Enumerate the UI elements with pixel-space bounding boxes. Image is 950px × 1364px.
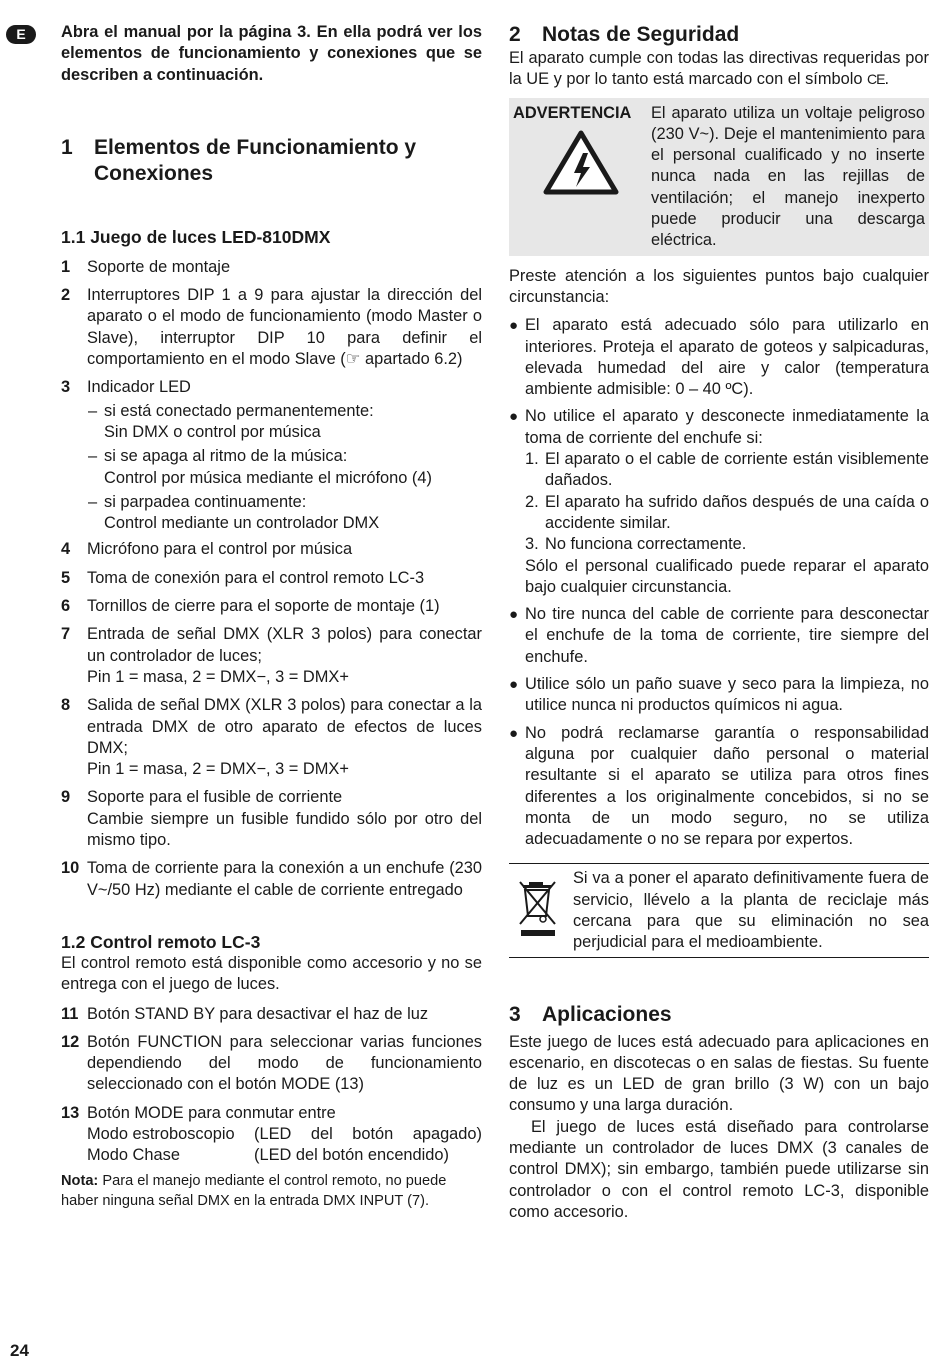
safety-bullet	[509, 604, 929, 668]
bullet-dot: ●	[509, 676, 519, 694]
mode-name: Modo estroboscopio	[87, 1124, 235, 1143]
item-text: Interruptores DIP 1 a 9 para ajustar la dirección del aparato o el modo de funcionamiento (modo Master o Slave), interruptor DIP 10 para definir el comportamiento en el modo Slave (☞ apartado 6.2)	[87, 286, 482, 369]
item-number: 6	[61, 597, 71, 616]
weee-icon-area	[509, 868, 573, 953]
item-number: 4	[61, 540, 71, 559]
note-text: Para el manejo mediante el control remoto, no puede haber ninguna señal DMX en la entrada DMX INPUT (7).	[61, 1172, 447, 1209]
sub-item	[525, 492, 929, 535]
weee-text: Si va a poner el aparato definitivamente fuera de servicio, llévelo a la planta de reciclaje más cercana para que su eliminación no sea perjudicial para el medioambiente.	[573, 869, 929, 952]
led-state	[87, 492, 482, 535]
safety-bullet	[509, 315, 929, 400]
dash-marker: –	[88, 401, 98, 420]
safety-bullet	[509, 406, 929, 598]
section-1-title-line1: Elementos de Funcionamiento y	[94, 135, 417, 159]
bullet-dot: ●	[509, 408, 519, 426]
section-1-title-line2: Conexiones	[94, 161, 214, 185]
item-text	[87, 624, 482, 688]
sub-item-text: El aparato o el cable de corriente están visiblemente dañados.	[545, 450, 929, 490]
item-text	[87, 1103, 482, 1167]
section-3-paragraph: Este juego de luces está adecuado para aplicaciones en escenario, en discotecas o en salas de fiestas. Su fuente de luz es un LED de gran brillo (3 W) con un bajo consumo y una larga duración.	[509, 1032, 929, 1115]
high-voltage-warning-icon	[543, 129, 619, 195]
bullet-dot: ●	[509, 317, 519, 335]
bullet-text: Utilice sólo un paño suave y seco para la limpieza, no utilice nunca ni productos químicos ni agua.	[525, 675, 929, 715]
list-item	[61, 1032, 482, 1096]
mode-row	[87, 1145, 482, 1166]
list-item	[61, 596, 482, 617]
list-item	[61, 285, 482, 370]
section-2-intro-text: El aparato cumple con todas las directivas requeridas por la UE y por lo tanto está marcado con el símbolo	[509, 49, 929, 89]
item-line: Pin 1 = masa, 2 = DMX−, 3 = DMX+	[87, 667, 349, 686]
section-2-title: Notas de Seguridad	[542, 23, 740, 46]
warning-text: El aparato utiliza un voltaje peligroso (230 V~). Deje el mantenimiento para el personal cualificado y no inserte nunca nada en las rejillas de ventilación; el manejo inexperto puede producir una descarga eléctrica.	[651, 103, 925, 250]
section-2-heading	[509, 22, 929, 48]
section-2-number: 2	[509, 23, 521, 46]
item-line: Soporte para el fusible de corriente	[87, 788, 343, 807]
bullet-dot: ●	[509, 724, 519, 742]
sub-item	[525, 534, 929, 555]
section-1-2-heading: 1.2 Control remoto LC-3	[61, 931, 261, 952]
item-number: 8	[61, 696, 71, 715]
attention-text: Preste atención a los siguientes puntos bajo cualquier circunstancia:	[509, 266, 929, 306]
weee-disposal-box	[509, 863, 929, 957]
mode-led-state: (LED del botón apagado)	[254, 1124, 482, 1143]
list-item	[61, 257, 482, 278]
led-state-condition: si parpadea continuamente:	[104, 492, 307, 511]
bullet-text: El aparato está adecuado sólo para utilizarlo en interiores. Proteja el aparato de goteos y salpicaduras, elevada humedad del aire y calor (temperatura ambiente admisible: 0 – 40 ºC).	[525, 316, 929, 399]
item-text: Toma de corriente para la conexión a un enchufe (230 V~/50 Hz) mediante el cable de corriente entregado	[87, 859, 482, 899]
item-text	[87, 695, 482, 780]
section-3-number: 3	[509, 1002, 521, 1026]
item-number: 11	[61, 1004, 79, 1023]
section-1-title	[94, 135, 416, 187]
mode-row	[87, 1124, 482, 1145]
item-number: 7	[61, 625, 71, 644]
sub-after-text: Sólo el personal cualificado puede reparar el aparato bajo cualquier circunstancia.	[525, 556, 929, 596]
item-line: Indicador LED	[87, 378, 191, 397]
item-number: 1	[61, 257, 71, 276]
item-text: Botón FUNCTION para seleccionar varias funciones dependiendo del modo de funcionamiento seleccionado con el botón MODE (13)	[87, 1032, 482, 1094]
item-line: Pin 1 = masa, 2 = DMX−, 3 = DMX+	[87, 760, 349, 779]
list-item	[61, 1103, 482, 1167]
item-text: Tornillos de cierre para el soporte de montaje (1)	[87, 597, 440, 616]
item-text: Micrófono para el control por música	[87, 540, 353, 559]
safety-bullet	[509, 674, 929, 717]
led-state-meaning: Control por música mediante el micrófono (4)	[104, 468, 432, 487]
section-3-paragraph: El juego de luces está diseñado para controlarse mediante un controlador de luces DMX (3 canales de control DMX); sin embargo, también puede utilizarse sin controlador o con el control remoto LC-3, disponible como accesorio.	[509, 1117, 929, 1221]
list-item	[61, 858, 482, 901]
left-column	[61, 22, 482, 1211]
list-item	[61, 695, 482, 780]
mode-led-state: (LED del botón encendido)	[254, 1146, 449, 1165]
sub-item-number: 3.	[525, 535, 539, 554]
led-state-condition: si está conectado permanentemente:	[104, 401, 374, 420]
item-number: 9	[61, 788, 71, 807]
ce-mark-icon: CE	[867, 71, 885, 88]
bullet-text-line: No utilice el aparato y desconecte inmediatamente la toma de corriente del enchufe si:	[525, 407, 929, 447]
mode-name: Modo Chase	[87, 1146, 180, 1165]
sub-item-number: 2.	[525, 492, 539, 511]
list-item	[61, 568, 482, 589]
item-number: 12	[61, 1032, 80, 1051]
safety-bullet	[509, 723, 929, 851]
section-3-title: Aplicaciones	[542, 1002, 672, 1026]
language-badge: E	[6, 25, 36, 44]
dash-marker: –	[88, 447, 98, 466]
item-number: 2	[61, 286, 71, 305]
item-text: Toma de conexión para el control remoto LC-3	[87, 568, 425, 587]
item-number: 3	[61, 378, 71, 397]
section-1-number: 1	[61, 135, 73, 159]
right-column	[509, 22, 929, 1223]
item-line: Cambie siempre un fusible fundido sólo por otro del mismo tipo.	[87, 809, 482, 850]
note-label: Nota:	[61, 1172, 99, 1189]
page-number: 24	[10, 1341, 29, 1360]
item-text: Soporte de montaje	[87, 257, 231, 276]
list-item	[61, 624, 482, 688]
item-text: Botón STAND BY para desactivar el haz de luz	[87, 1004, 429, 1023]
sub-item-text: El aparato ha sufrido daños después de una caída o accidente similar.	[545, 492, 929, 532]
intro-paragraph: Abra el manual por la página 3. En ella podrá ver los elementos de funcionamiento y conexiones que se describen a continuación.	[61, 23, 482, 84]
sub-item-text: No funciona correctamente.	[545, 535, 747, 554]
list-item	[61, 377, 482, 537]
crossed-out-wheelie-bin-icon	[515, 874, 563, 944]
item-text	[87, 787, 482, 851]
led-state-meaning: Sin DMX o control por música	[104, 422, 321, 441]
sub-item-number: 1.	[525, 450, 539, 469]
led-state-meaning: Control mediante un controlador DMX	[104, 514, 380, 533]
item-line: Salida de señal DMX (XLR 3 polos) para conectar a la entrada DMX de otro aparato de efectos de luces DMX;	[87, 696, 482, 757]
sub-item	[525, 449, 929, 492]
dash-marker: –	[88, 492, 98, 511]
list-item	[61, 1004, 482, 1025]
item-line: Entrada de señal DMX (XLR 3 polos) para conectar un controlador de luces;	[87, 625, 482, 665]
item-number: 13	[61, 1103, 80, 1122]
led-state	[87, 446, 482, 489]
led-state	[87, 401, 482, 444]
warning-label: ADVERTENCIA	[513, 103, 632, 122]
bullet-text	[525, 406, 929, 598]
led-state-condition: si se apaga al ritmo de la música:	[104, 447, 348, 466]
warning-box	[509, 98, 929, 256]
section-3-heading	[509, 1002, 929, 1028]
item-text	[87, 377, 482, 537]
section-2-intro: El aparato cumple con todas las directivas requeridas por la UE y por lo tanto está marcado con el símbolo CE.	[509, 49, 929, 89]
list-item	[61, 787, 482, 851]
bullet-text: No podrá reclamarse garantía o responsabilidad alguna por cualquier daño personal o material resultante si el aparato se utiliza para otros fines diferentes a los originalmente concebidos, si no se monta de un modo seguro, no se utiliza adecuadamente o no se repara por expertos.	[525, 723, 929, 849]
warning-label-area	[513, 103, 651, 252]
note	[61, 1171, 482, 1211]
item-line: Botón MODE para conmutar entre	[87, 1103, 336, 1122]
section-1-2-intro: El control remoto está disponible como accesorio y no se entrega con el juego de luces.	[61, 953, 482, 994]
list-item	[61, 539, 482, 560]
section-1-1-heading: 1.1 Juego de luces LED-810DMX	[61, 226, 331, 247]
item-number: 10	[61, 859, 80, 878]
bullet-dot: ●	[509, 606, 519, 624]
section-1-heading	[61, 135, 482, 187]
item-number: 5	[61, 568, 71, 587]
bullet-text: No tire nunca del cable de corriente para desconectar el enchufe de la toma de corriente, tire siempre del enchufe.	[525, 605, 929, 666]
